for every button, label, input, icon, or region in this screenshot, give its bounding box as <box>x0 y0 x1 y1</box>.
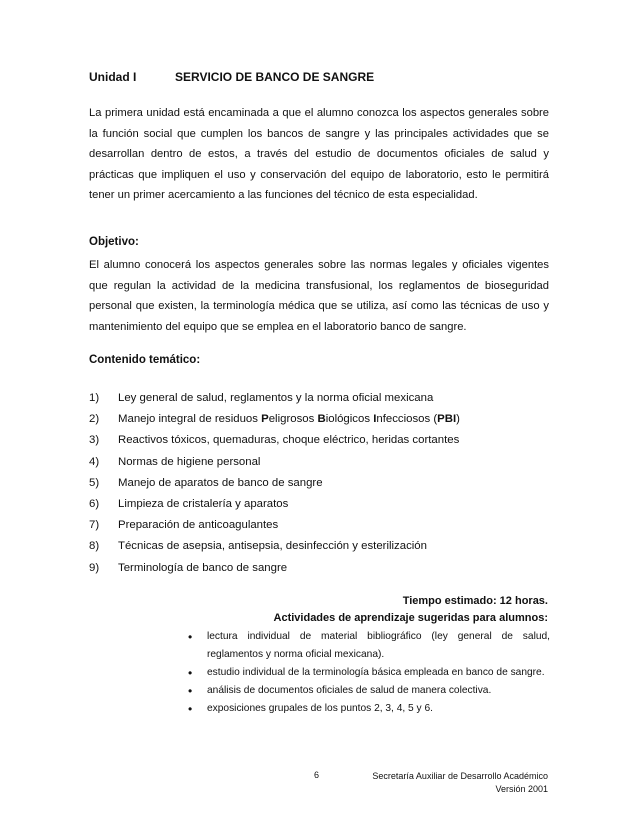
unit-label: Unidad I <box>89 70 137 84</box>
list-item <box>89 412 559 433</box>
activity-text: análisis de documentos oficiales de salud de manera colectiva. <box>207 685 492 696</box>
item-number: 4) <box>89 455 100 468</box>
objective-title: Objetivo: <box>89 236 139 248</box>
item-number: 7) <box>89 519 100 532</box>
item-number: 1) <box>89 392 100 404</box>
activity-text: estudio individual de la terminología básica empleada en banco de sangre. <box>207 667 545 678</box>
activities-title: Actividades de aprendizaje sugeridas para alumnos: <box>273 612 548 624</box>
bullet-icon: • <box>188 666 193 680</box>
item-number: 5) <box>89 476 100 489</box>
unit-heading <box>89 70 374 84</box>
item-text: Reactivos tóxicos, quemaduras, choque eléctrico, heridas cortantes <box>118 434 460 447</box>
list-item <box>188 664 550 682</box>
unit-title: SERVICIO DE BANCO DE SANGRE <box>175 70 375 84</box>
item-number: 2) <box>89 413 100 426</box>
item-text: Limpieza de cristalería y aparatos <box>118 497 289 510</box>
bullet-icon: • <box>188 630 193 644</box>
item-text: Técnicas de asepsia, antisepsia, desinfección y esterilización <box>118 540 427 553</box>
topic-list <box>89 391 559 582</box>
item-text: Normas de higiene personal <box>118 455 261 468</box>
item-text: Manejo de aparatos de banco de sangre <box>118 476 323 489</box>
item-number: 9) <box>89 561 100 574</box>
item-text: Terminología de banco de sangre <box>118 561 288 574</box>
list-item <box>89 561 559 582</box>
list-item <box>89 539 559 560</box>
item-text: Ley general de salud, reglamentos y la norma oficial mexicana <box>118 392 434 404</box>
footer-org: Secretaría Auxiliar de Desarrollo Académico <box>372 771 548 781</box>
list-item <box>89 455 559 476</box>
list-item <box>89 476 559 497</box>
list-item <box>188 628 550 664</box>
item-number: 3) <box>89 434 100 447</box>
item-number: 8) <box>89 540 100 553</box>
bullet-icon: • <box>188 702 193 716</box>
item-number: 6) <box>89 497 100 510</box>
activity-text: lectura individual de material bibliográfico (ley general de salud, reglamentos y norma oficial mexicana). <box>207 631 550 660</box>
page-number: 6 <box>314 770 320 780</box>
item-text: Preparación de anticoagulantes <box>118 519 279 532</box>
intro-paragraph: La primera unidad está encaminada a que el alumno conozca los aspectos generales sobre la función social que cumplen los bancos de sangre y las principales actividades que se desarrollan dentro de estos, a través del estudio de documentos oficiales de salud y prácticas que impliquen el uso y conservación del equipo de laboratorio, esto le permitirá tener un primer acercamiento a las funciones del técnico de esta especialidad. <box>89 107 549 201</box>
list-item <box>89 518 559 539</box>
list-item <box>188 700 550 718</box>
footer-info <box>372 770 548 796</box>
objective-paragraph: El alumno conocerá los aspectos generales sobre las normas legales y oficiales vigentes que regulan la actividad de la medicina transfusional, los reglamentos de bioseguridad personal que existen, la terminología médica que se utiliza, así como las técnicas de uso y mantenimiento del equipo que se emplea en el laboratorio banco de sangre. <box>89 259 549 333</box>
item-text: Manejo integral de residuos Peligrosos Biológicos Infecciosos (PBI) <box>118 413 460 426</box>
list-item <box>188 682 550 700</box>
list-item <box>89 497 559 518</box>
estimated-time: Tiempo estimado: 12 horas. <box>402 595 548 607</box>
bullet-icon: • <box>188 684 193 698</box>
content-title: Contenido temático: <box>89 354 201 366</box>
activities-list <box>188 628 550 718</box>
list-item <box>89 433 559 454</box>
list-item <box>89 391 559 412</box>
activity-text: exposiciones grupales de los puntos 2, 3, 4, 5 y 6. <box>207 703 433 714</box>
footer-version: Versión 2001 <box>495 784 548 794</box>
